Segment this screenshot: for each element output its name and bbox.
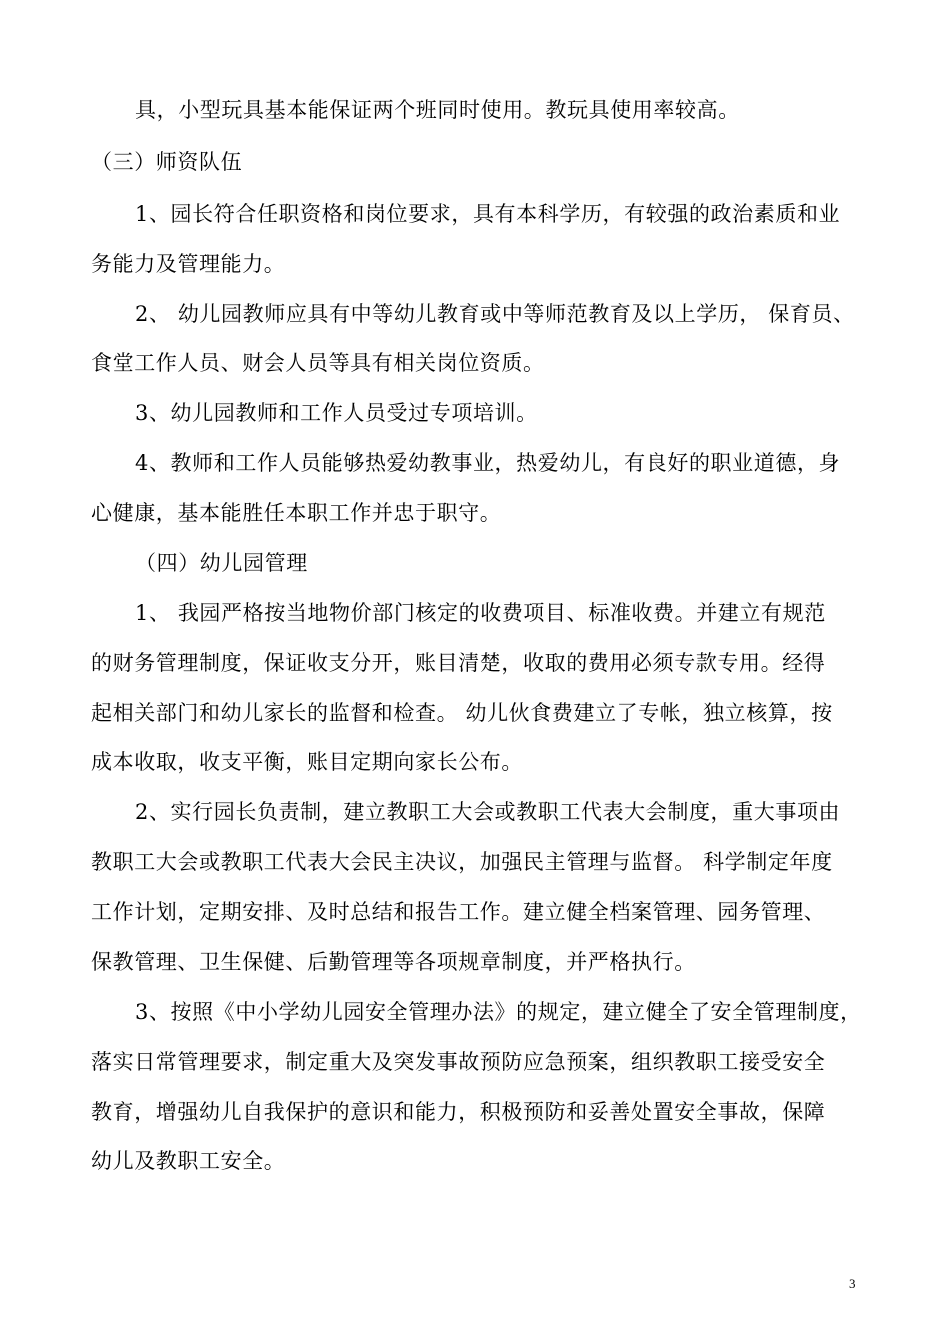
text-line: 2、实行园长负责制，建立教职工大会或教职工代表大会制度，重大事项由 <box>135 800 841 824</box>
text-line: 教职工大会或教职工代表大会民主决议，加强民主管理与监督。 科学制定年度 <box>91 850 833 874</box>
text-line: 务能力及管理能力。 <box>91 252 286 276</box>
text-line: 1、园长符合任职资格和岗位要求，具有本科学历，有较强的政治素质和业 <box>135 202 841 226</box>
text-line: 保教管理、卫生保健、后勤管理等各项规章制度，并严格执行。 <box>91 950 696 974</box>
page-number: 3 <box>849 1276 856 1291</box>
text-line: 3、幼儿园教师和工作人员受过专项培训。 <box>135 401 538 425</box>
text-line: 落实日常管理要求，制定重大及突发事故预防应急预案，组织教职工接受安全 <box>91 1050 826 1074</box>
text-line: 教育，增强幼儿自我保护的意识和能力，积极预防和妥善处置安全事故，保障 <box>91 1100 826 1124</box>
text-line: 3、按照《中小学幼儿园安全管理办法》的规定，建立健全了安全管理制度， <box>135 1000 862 1024</box>
text-line: 工作计划，定期安排、及时总结和报告工作。建立健全档案管理、园务管理、 <box>91 900 826 924</box>
text-line: 2、 幼儿园教师应具有中等幼儿教育或中等师范教育及以上学历， 保育员、 <box>135 302 855 326</box>
text-line: 食堂工作人员、财会人员等具有相关岗位资质。 <box>91 351 545 375</box>
text-line: 的财务管理制度，保证收支分开，账目清楚，收取的费用必须专款专用。经得 <box>91 651 826 675</box>
text-line: 起相关部门和幼儿家长的监督和检查。 幼儿伙食费建立了专帐，独立核算，按 <box>91 701 833 725</box>
text-line: 幼儿及教职工安全。 <box>91 1149 286 1173</box>
section-heading: （三）师资队伍 <box>91 150 243 174</box>
section-heading: （四）幼儿园管理 <box>135 551 308 575</box>
text-line: 1、 我园严格按当地物价部门核定的收费项目、标准收费。并建立有规范 <box>135 601 826 625</box>
text-line: 成本收取，收支平衡，账目定期向家长公布。 <box>91 750 523 774</box>
text-line: 心健康，基本能胜任本职工作并忠于职守。 <box>91 501 502 525</box>
text-line: 4、教师和工作人员能够热爱幼教事业，热爱幼儿，有良好的职业道德，身 <box>135 451 841 475</box>
text-line: 具，小型玩具基本能保证两个班同时使用。教玩具使用率较高。 <box>135 98 740 122</box>
